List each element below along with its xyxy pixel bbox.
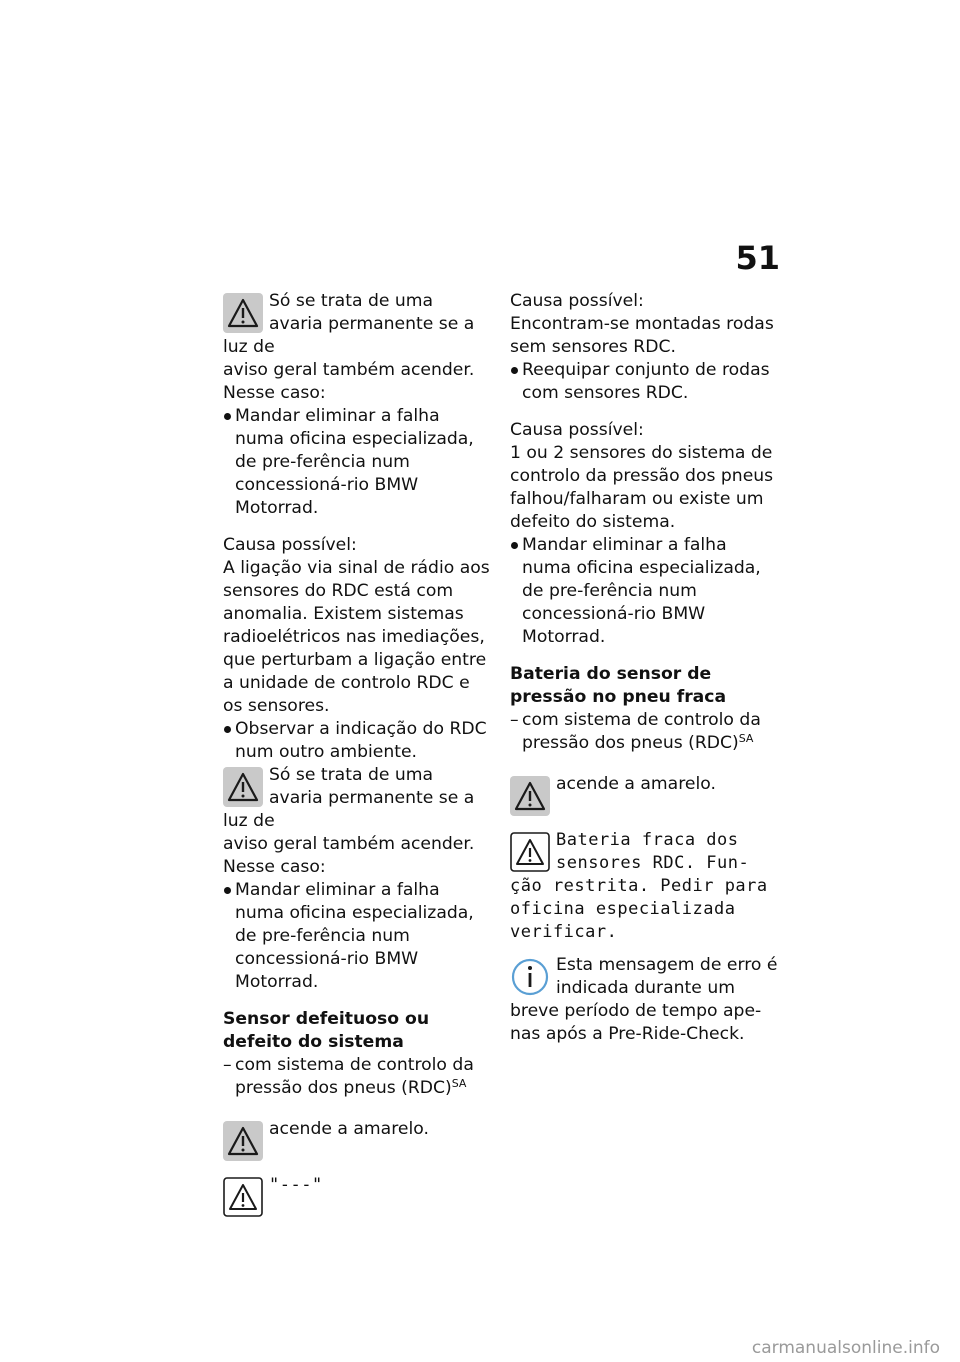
- note-case-text: Nesse caso:: [223, 383, 326, 403]
- action-bullet: Mandar eliminar a falha numa oficina especializada, de pre-ferência num concessioná-rio BMW Motorrad.: [223, 879, 491, 994]
- watermark: carmanualsonline.info: [751, 1338, 940, 1358]
- warning-outline-icon: [510, 832, 550, 872]
- dash-mark: –: [223, 1055, 232, 1075]
- warning-light-icon: [510, 776, 550, 816]
- display-message-tail: ção restrita. Pedir para oficina especializada verificar.: [510, 876, 768, 942]
- cause-label: Causa possível:: [510, 420, 644, 440]
- display-message-lead: Bateria fraca dos sensores RDC. Fun-: [556, 830, 750, 873]
- display-indicator-row: [223, 1174, 491, 1218]
- amber-text: acende a amarelo.: [269, 1119, 429, 1139]
- cause-text: 1 ou 2 sensores do sistema de controlo da pressão dos pneus falhou/falharam ou existe um defeito do sistema.: [510, 443, 774, 532]
- equipment-condition: [223, 1054, 491, 1100]
- equipment-condition: [510, 709, 778, 755]
- note-lead-text: Só se trata de uma avaria permanente se a luz de: [223, 291, 475, 357]
- amber-indicator-row: [223, 1118, 491, 1162]
- note-tail-text: aviso geral também acender.: [223, 360, 475, 380]
- left-column: [223, 290, 491, 1218]
- warning-note-2: [223, 764, 491, 833]
- sa-superscript: SA: [451, 1077, 467, 1090]
- action-bullet: Mandar eliminar a falha numa oficina especializada, de pre-ferência num concessioná-rio BMW Motorrad.: [510, 534, 778, 649]
- sa-superscript: SA: [738, 732, 754, 745]
- display-message-row: [510, 829, 778, 875]
- action-bullet: Reequipar conjunto de rodas com sensores RDC.: [510, 359, 778, 405]
- warning-note-1: [223, 290, 491, 359]
- warning-light-icon: [223, 293, 263, 333]
- display-text: "---": [269, 1175, 323, 1195]
- page-number: 51: [735, 239, 780, 277]
- note-lead-text: Só se trata de uma avaria permanente se a luz de: [223, 765, 475, 831]
- info-note-row: [510, 954, 778, 1000]
- warning-light-icon: [223, 767, 263, 807]
- condition-text: com sistema de controlo da pressão dos pneus (RDC): [522, 710, 761, 753]
- cause-text: Encontram-se montadas rodas sem sensores RDC.: [510, 314, 774, 357]
- warning-light-icon: [223, 1121, 263, 1161]
- section-heading: Bateria do sensor de pressão no pneu fraca: [510, 664, 727, 707]
- cause-text: A ligação via sinal de rádio aos sensores do RDC está com anomalia. Existem sistemas radioelétricos nas imediações, que perturbam a ligação entre a unidade de controlo RDC e os sensores.: [223, 558, 490, 716]
- condition-text: com sistema de controlo da pressão dos pneus (RDC): [235, 1055, 474, 1098]
- action-bullet: Observar a indicação do RDC num outro ambiente.: [223, 718, 491, 764]
- section-heading: Sensor defeituoso ou defeito do sistema: [223, 1009, 430, 1052]
- info-tail-text: breve período de tempo ape-nas após a Pre-Ride-Check.: [510, 1001, 762, 1044]
- cause-label: Causa possível:: [510, 291, 644, 311]
- amber-indicator-row: [510, 773, 778, 817]
- amber-text: acende a amarelo.: [556, 774, 716, 794]
- info-lead-text: Esta mensagem de erro é indicada durante um: [556, 955, 778, 998]
- right-column: [510, 290, 778, 1046]
- info-icon: [510, 957, 550, 997]
- note-case-text: Nesse caso:: [223, 857, 326, 877]
- dash-mark: –: [510, 710, 519, 730]
- warning-outline-icon: [223, 1177, 263, 1217]
- action-bullet: Mandar eliminar a falha numa oficina especializada, de pre-ferência num concessioná-rio BMW Motorrad.: [223, 405, 491, 520]
- cause-label: Causa possível:: [223, 535, 357, 555]
- note-tail-text: aviso geral também acender.: [223, 834, 475, 854]
